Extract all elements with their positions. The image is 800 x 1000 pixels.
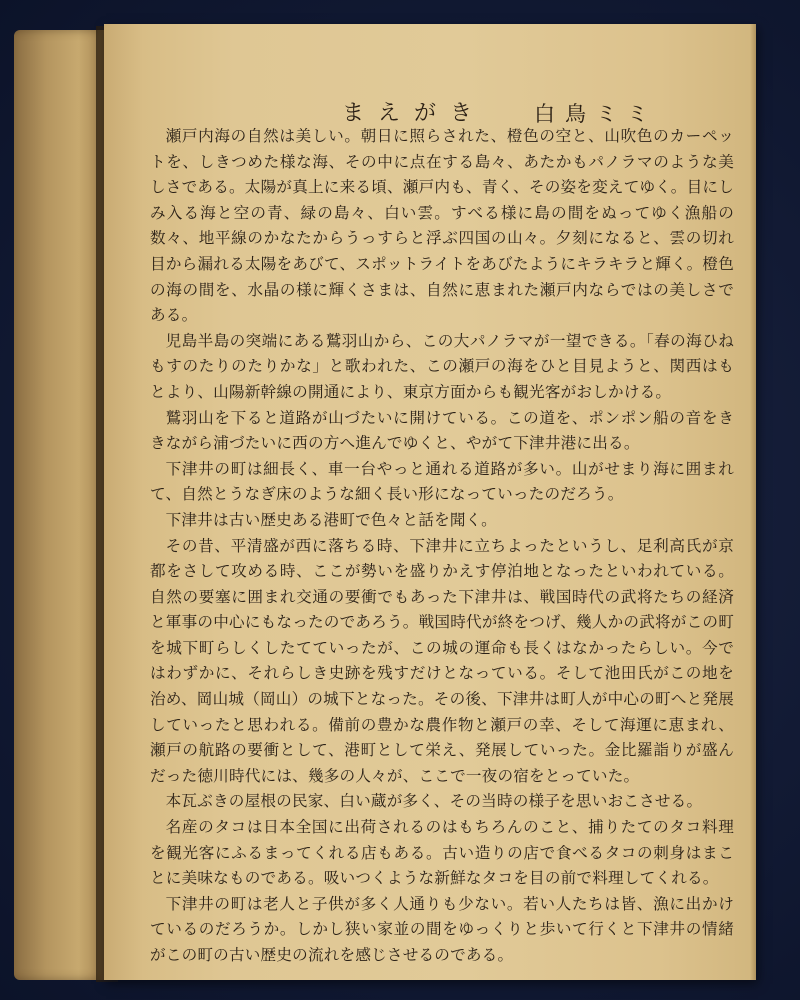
paragraph: その昔、平清盛が西に落ちる時、下津井に立ちよったというし、足利高氏が京都をさして攻める時、ここが勢いを盛りかえす停泊地となったといわれている。自然の要塞に囲まれ交通の要衝でもあった下津井は、戦国時代の武将たちの経済と軍事の中心にもなったのであろう。戦国時代が終をつげ、幾人かの武将がこの町を城下町らしくしたてていったが、この城の運命も長くはなかったらしい。今ではわずかに、それらしき史跡を残すだけとなっている。そして池田氏がこの地を治め、岡山城（岡山）の城下となった。その後、下津井は町人が中心の町へと発展していったと思われる。備前の豊かな農作物と瀬戸の幸、そして海運に恵まれ、瀬戸の航路の要衝として、港町として栄え、発展していった。金比羅詣りが盛んだった徳川時代には、幾多の人々が、ここで一夜の宿をとっていた。 xyxy=(150,536,734,785)
paragraph: 名産のタコは日本全国に出荷されるのはもちろんのこと、捕りたてのタコ料理を観光客にふるまってくれる店もある。古い造りの店で食べるタコの刺身はまことに美味なものである。吸いつくような新鮮なタコを目の前で料理してくれる。 xyxy=(150,818,734,888)
paragraph: 本瓦ぶきの屋根の民家、白い蔵が多く、その当時の様子を思いおこさせる。 xyxy=(165,792,703,811)
author-name: 白鳥ミミ xyxy=(534,102,658,126)
body-text xyxy=(150,124,734,969)
paragraph: 下津井の町は細長く、車一台やっと通れる道路が多い。山がせまり海に囲まれて、自然とうなぎ床のような細く長い形になっていったのだろう。 xyxy=(150,459,734,504)
page-title: まえがき xyxy=(342,101,487,126)
paragraph: 瀬戸内海の自然は美しい。朝日に照らされた、橙色の空と、山吹色のカーペットを、しきつめた様な海、その中に点在する島々、あたかもパノラマのような美しさである。太陽が真上に来る頃、瀬戸内も、青く、その姿を変えてゆく。目にしみ入る海と空の青、緑の島々、白い雲。すべる様に島の間をぬってゆく漁船の数々、地平線のかなたからうっすらと浮ぶ四国の山々。夕刻になると、雲の切れ目から漏れる太陽をあびて、スポットライトをあびたようにキラキラと輝く。橙色の海の間を、水晶の様に輝くさまは、自然に恵まれた瀬戸内ならではの美しさである。 xyxy=(150,127,734,325)
paragraph: 児島半島の突端にある鷲羽山から、この大パノラマが一望できる。「春の海ひねもすのたりのたりかな」と歌われた、この瀬戸の海をひと目見ようと、関西はもとより、山陽新幹線の開通により、東京方面からも観光客がおしかける。 xyxy=(150,331,734,401)
book-page xyxy=(104,24,756,980)
paragraph: 鷲羽山を下ると道路が山づたいに開けている。この道を、ポンポン船の音をききながら浦づたいに西の方へ進んでゆくと、やがて下津井港に出る。 xyxy=(150,408,734,453)
paragraph: 下津井は古い歴史ある港町で色々と話を聞く。 xyxy=(165,510,497,529)
paragraph: 下津井の町は老人と子供が多く人通りも少ない。若い人たちは皆、漁に出かけているのだろうか。しかし狭い家並の間をゆっくりと歩いて行くと下津井の情緒がこの町の古い歴史の流れを感じさせるのである。 xyxy=(150,894,734,964)
left-page-edge xyxy=(14,30,106,980)
page-edge-shadow xyxy=(750,24,756,980)
